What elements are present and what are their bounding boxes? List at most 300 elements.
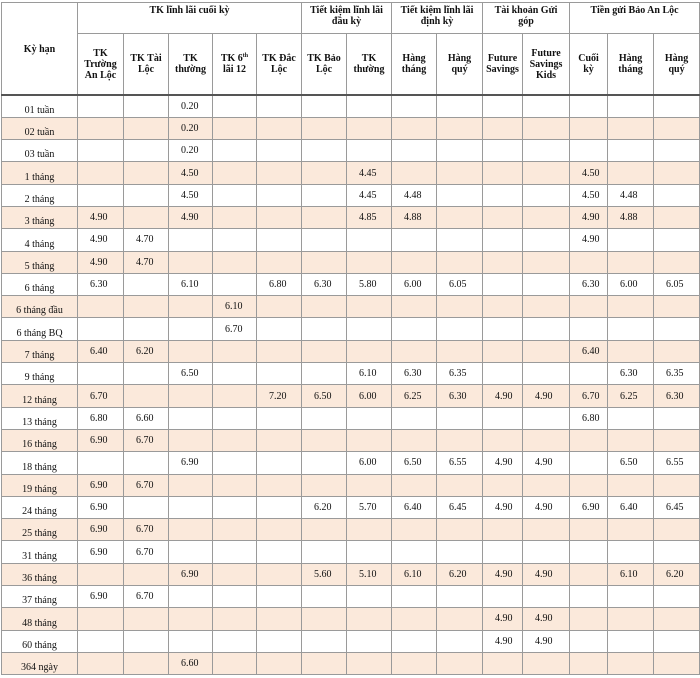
rate-cell bbox=[257, 608, 302, 630]
rate-cell bbox=[392, 296, 437, 318]
rate-cell: 6.70 bbox=[78, 385, 124, 407]
rate-cell: 4.50 bbox=[169, 162, 213, 184]
column-header: TK thường bbox=[169, 34, 213, 96]
rate-cell: 6.25 bbox=[608, 385, 654, 407]
term-cell: 4 tháng bbox=[2, 229, 78, 251]
rate-cell: 6.90 bbox=[78, 586, 124, 608]
rate-cell bbox=[654, 586, 700, 608]
rate-cell bbox=[437, 586, 483, 608]
rate-cell: 4.90 bbox=[78, 229, 124, 251]
rate-cell bbox=[608, 608, 654, 630]
rate-cell bbox=[437, 296, 483, 318]
rate-cell: 6.55 bbox=[654, 452, 700, 474]
rate-cell bbox=[257, 340, 302, 362]
rate-cell bbox=[124, 117, 169, 139]
rate-cell bbox=[302, 206, 347, 228]
rate-cell bbox=[347, 519, 392, 541]
table-row bbox=[2, 563, 700, 585]
rate-cell bbox=[483, 541, 523, 563]
rate-cell: 4.90 bbox=[483, 452, 523, 474]
rate-cell bbox=[347, 474, 392, 496]
rate-cell: 4.85 bbox=[347, 206, 392, 228]
rate-cell bbox=[169, 340, 213, 362]
table-row bbox=[2, 519, 700, 541]
rate-cell bbox=[523, 229, 570, 251]
rate-cell: 6.50 bbox=[392, 452, 437, 474]
rate-cell bbox=[608, 296, 654, 318]
rate-cell: 6.50 bbox=[608, 452, 654, 474]
rate-cell: 4.90 bbox=[523, 608, 570, 630]
rate-cell bbox=[523, 95, 570, 117]
rate-cell bbox=[437, 652, 483, 674]
rate-cell bbox=[257, 363, 302, 385]
rate-cell: 6.60 bbox=[169, 652, 213, 674]
rate-cell bbox=[347, 296, 392, 318]
rate-cell bbox=[78, 95, 124, 117]
rate-cell bbox=[570, 608, 608, 630]
rate-cell bbox=[302, 251, 347, 273]
rate-cell: 7.20 bbox=[257, 385, 302, 407]
rate-cell bbox=[437, 229, 483, 251]
rate-cell bbox=[257, 140, 302, 162]
term-cell: 31 tháng bbox=[2, 541, 78, 563]
rate-cell bbox=[169, 318, 213, 340]
rate-cell bbox=[213, 140, 257, 162]
table-row bbox=[2, 541, 700, 563]
rate-cell bbox=[213, 608, 257, 630]
rate-cell bbox=[608, 95, 654, 117]
column-header: TK Trường An Lộc bbox=[78, 34, 124, 96]
rate-cell: 6.10 bbox=[392, 563, 437, 585]
rate-cell bbox=[124, 452, 169, 474]
rate-cell bbox=[302, 630, 347, 652]
rate-cell: 6.90 bbox=[169, 452, 213, 474]
rate-cell bbox=[608, 541, 654, 563]
term-cell: 6 tháng bbox=[2, 273, 78, 295]
column-header: Hàng quý bbox=[437, 34, 483, 96]
column-header: TK 6th lãi 12 bbox=[213, 34, 257, 96]
rate-cell bbox=[213, 519, 257, 541]
rate-cell bbox=[257, 229, 302, 251]
rate-cell bbox=[257, 296, 302, 318]
rate-cell bbox=[169, 496, 213, 518]
rate-cell bbox=[302, 140, 347, 162]
rate-cell bbox=[302, 541, 347, 563]
rate-cell bbox=[302, 519, 347, 541]
rate-cell bbox=[213, 340, 257, 362]
rate-cell: 6.35 bbox=[654, 363, 700, 385]
rate-cell: 6.20 bbox=[302, 496, 347, 518]
term-cell: 6 tháng đầu bbox=[2, 296, 78, 318]
column-header: Cuối kỳ bbox=[570, 34, 608, 96]
rate-cell bbox=[213, 474, 257, 496]
rate-cell bbox=[302, 184, 347, 206]
rate-cell bbox=[654, 429, 700, 451]
term-cell: 364 ngày bbox=[2, 652, 78, 674]
rate-cell: 6.90 bbox=[570, 496, 608, 518]
rate-cell: 6.90 bbox=[78, 541, 124, 563]
rate-cell bbox=[213, 496, 257, 518]
rate-cell bbox=[570, 474, 608, 496]
rate-cell bbox=[124, 162, 169, 184]
rate-cell bbox=[608, 117, 654, 139]
rate-cell: 4.90 bbox=[483, 608, 523, 630]
rate-cell bbox=[570, 519, 608, 541]
table-row bbox=[2, 318, 700, 340]
rate-cell: 4.48 bbox=[392, 184, 437, 206]
rate-cell bbox=[257, 541, 302, 563]
rate-cell bbox=[570, 586, 608, 608]
rate-cell: 4.90 bbox=[523, 563, 570, 585]
term-cell: 24 tháng bbox=[2, 496, 78, 518]
rate-cell bbox=[570, 429, 608, 451]
rate-cell: 4.88 bbox=[392, 206, 437, 228]
rate-cell bbox=[437, 608, 483, 630]
rate-cell bbox=[124, 608, 169, 630]
rate-cell bbox=[523, 296, 570, 318]
rate-cell: 6.10 bbox=[608, 563, 654, 585]
rate-cell bbox=[78, 318, 124, 340]
column-header: Hàng quý bbox=[654, 34, 700, 96]
rate-cell bbox=[78, 184, 124, 206]
rate-cell bbox=[213, 184, 257, 206]
rate-cell bbox=[78, 563, 124, 585]
rate-cell bbox=[78, 117, 124, 139]
rate-cell bbox=[608, 474, 654, 496]
rate-cell: 6.45 bbox=[437, 496, 483, 518]
group-header: Tiết kiệm lĩnh lãi định kỳ bbox=[392, 3, 483, 34]
rate-cell bbox=[654, 184, 700, 206]
term-cell: 01 tuần bbox=[2, 95, 78, 117]
rate-cell: 4.90 bbox=[523, 496, 570, 518]
rate-cell bbox=[302, 363, 347, 385]
term-cell: 03 tuần bbox=[2, 140, 78, 162]
rate-cell bbox=[347, 117, 392, 139]
rate-cell bbox=[523, 519, 570, 541]
rate-cell: 6.55 bbox=[437, 452, 483, 474]
rate-cell bbox=[213, 273, 257, 295]
rate-cell bbox=[213, 586, 257, 608]
rate-cell: 4.90 bbox=[523, 630, 570, 652]
rate-cell bbox=[654, 296, 700, 318]
group-header: Tiền gửi Bảo An Lộc bbox=[570, 3, 700, 34]
rate-cell bbox=[78, 452, 124, 474]
rate-cell bbox=[302, 296, 347, 318]
table-row bbox=[2, 429, 700, 451]
rate-cell bbox=[523, 652, 570, 674]
rate-cell: 6.00 bbox=[347, 452, 392, 474]
rate-cell bbox=[654, 340, 700, 362]
rate-cell: 5.80 bbox=[347, 273, 392, 295]
rate-cell bbox=[124, 206, 169, 228]
rate-cell: 6.80 bbox=[78, 407, 124, 429]
rate-cell bbox=[437, 541, 483, 563]
rate-cell bbox=[257, 630, 302, 652]
rate-cell bbox=[483, 318, 523, 340]
rate-cell: 6.10 bbox=[213, 296, 257, 318]
rate-cell bbox=[654, 630, 700, 652]
rate-cell bbox=[169, 474, 213, 496]
rate-cell bbox=[257, 519, 302, 541]
rate-cell: 4.90 bbox=[169, 206, 213, 228]
rate-cell bbox=[169, 429, 213, 451]
term-header: Kỳ hạn bbox=[2, 3, 78, 96]
rate-cell bbox=[213, 452, 257, 474]
rate-cell: 5.10 bbox=[347, 563, 392, 585]
rate-cell bbox=[483, 429, 523, 451]
rate-cell: 4.90 bbox=[78, 206, 124, 228]
table-row bbox=[2, 117, 700, 139]
rate-cell bbox=[654, 117, 700, 139]
rate-cell bbox=[654, 318, 700, 340]
rate-cell: 0.20 bbox=[169, 117, 213, 139]
rate-cell bbox=[169, 385, 213, 407]
table-row bbox=[2, 630, 700, 652]
rate-cell: 4.90 bbox=[483, 563, 523, 585]
rate-cell bbox=[124, 296, 169, 318]
rate-cell bbox=[654, 407, 700, 429]
rate-cell bbox=[523, 318, 570, 340]
rate-cell bbox=[392, 251, 437, 273]
rate-cell bbox=[608, 340, 654, 362]
rate-cell: 6.40 bbox=[392, 496, 437, 518]
rate-cell bbox=[523, 363, 570, 385]
table-row bbox=[2, 452, 700, 474]
rate-cell bbox=[654, 652, 700, 674]
rate-cell bbox=[213, 229, 257, 251]
rate-cell: 6.70 bbox=[124, 429, 169, 451]
rate-cell bbox=[483, 340, 523, 362]
rate-cell bbox=[483, 162, 523, 184]
table-row bbox=[2, 184, 700, 206]
rate-cell bbox=[213, 429, 257, 451]
table-row bbox=[2, 273, 700, 295]
rate-cell bbox=[523, 273, 570, 295]
rate-cell: 4.90 bbox=[483, 630, 523, 652]
rate-cell bbox=[392, 652, 437, 674]
rate-cell bbox=[523, 140, 570, 162]
rate-cell bbox=[392, 162, 437, 184]
rate-cell: 4.90 bbox=[78, 251, 124, 273]
rate-cell bbox=[608, 229, 654, 251]
term-cell: 13 tháng bbox=[2, 407, 78, 429]
rate-cell bbox=[169, 608, 213, 630]
rate-cell bbox=[302, 318, 347, 340]
column-header: TK thường bbox=[347, 34, 392, 96]
rate-cell bbox=[437, 140, 483, 162]
rate-cell bbox=[169, 229, 213, 251]
rate-cell bbox=[302, 608, 347, 630]
term-cell: 7 tháng bbox=[2, 340, 78, 362]
rate-cell bbox=[124, 652, 169, 674]
rate-cell bbox=[169, 407, 213, 429]
rate-cell bbox=[302, 340, 347, 362]
rate-cell: 4.90 bbox=[523, 385, 570, 407]
rate-cell bbox=[437, 630, 483, 652]
rate-cell: 6.50 bbox=[302, 385, 347, 407]
rate-cell bbox=[608, 652, 654, 674]
rate-cell bbox=[213, 162, 257, 184]
rate-cell: 6.30 bbox=[608, 363, 654, 385]
rate-cell bbox=[654, 541, 700, 563]
rate-cell bbox=[523, 407, 570, 429]
term-cell: 1 tháng bbox=[2, 162, 78, 184]
rate-cell bbox=[257, 206, 302, 228]
rate-cell: 6.40 bbox=[608, 496, 654, 518]
rate-cell: 6.70 bbox=[124, 474, 169, 496]
rate-cell bbox=[213, 251, 257, 273]
rate-cell bbox=[392, 140, 437, 162]
rate-cell bbox=[213, 652, 257, 674]
term-cell: 9 tháng bbox=[2, 363, 78, 385]
rate-cell bbox=[523, 206, 570, 228]
rate-cell bbox=[257, 429, 302, 451]
table-row bbox=[2, 206, 700, 228]
table-row bbox=[2, 229, 700, 251]
rate-cell bbox=[437, 429, 483, 451]
rate-cell bbox=[169, 251, 213, 273]
rate-cell bbox=[213, 117, 257, 139]
rate-cell bbox=[347, 586, 392, 608]
interest-rate-table bbox=[1, 2, 700, 675]
rate-cell bbox=[483, 296, 523, 318]
rate-cell: 6.05 bbox=[654, 273, 700, 295]
rate-cell bbox=[483, 586, 523, 608]
rate-cell: 4.50 bbox=[570, 162, 608, 184]
rate-cell bbox=[392, 541, 437, 563]
rate-cell bbox=[483, 652, 523, 674]
rate-cell bbox=[523, 117, 570, 139]
rate-cell bbox=[124, 563, 169, 585]
table-row bbox=[2, 251, 700, 273]
rate-cell bbox=[124, 363, 169, 385]
rate-cell bbox=[257, 251, 302, 273]
rate-cell bbox=[570, 95, 608, 117]
rate-cell bbox=[392, 608, 437, 630]
rate-cell bbox=[483, 407, 523, 429]
rate-cell: 0.20 bbox=[169, 95, 213, 117]
rate-cell: 6.35 bbox=[437, 363, 483, 385]
rate-cell: 4.45 bbox=[347, 184, 392, 206]
rate-cell bbox=[213, 563, 257, 585]
rate-cell: 6.00 bbox=[608, 273, 654, 295]
rate-cell bbox=[257, 318, 302, 340]
rate-cell: 6.60 bbox=[124, 407, 169, 429]
rate-cell bbox=[347, 630, 392, 652]
rate-cell: 6.90 bbox=[78, 474, 124, 496]
rate-cell bbox=[483, 273, 523, 295]
rate-cell bbox=[654, 229, 700, 251]
rate-cell: 5.60 bbox=[302, 563, 347, 585]
rate-cell bbox=[78, 652, 124, 674]
rate-cell bbox=[347, 140, 392, 162]
rate-cell bbox=[347, 608, 392, 630]
table-row bbox=[2, 95, 700, 117]
rate-cell: 6.70 bbox=[570, 385, 608, 407]
rate-cell bbox=[437, 184, 483, 206]
rate-cell bbox=[608, 407, 654, 429]
term-cell: 6 tháng BQ bbox=[2, 318, 78, 340]
rate-cell bbox=[608, 630, 654, 652]
rate-cell bbox=[213, 630, 257, 652]
group-header: TK lĩnh lãi cuối kỳ bbox=[78, 3, 302, 34]
rate-cell: 4.90 bbox=[570, 229, 608, 251]
rate-cell: 6.30 bbox=[437, 385, 483, 407]
rate-cell bbox=[483, 519, 523, 541]
rate-cell: 6.70 bbox=[124, 541, 169, 563]
rate-cell bbox=[302, 652, 347, 674]
rate-cell: 6.40 bbox=[570, 340, 608, 362]
rate-cell bbox=[483, 117, 523, 139]
group-header: Tiết kiệm lĩnh lãi đầu kỳ bbox=[302, 3, 392, 34]
rate-cell bbox=[523, 184, 570, 206]
rate-cell bbox=[302, 162, 347, 184]
rate-cell: 6.90 bbox=[169, 563, 213, 585]
rate-cell bbox=[654, 519, 700, 541]
rate-cell bbox=[392, 117, 437, 139]
rate-cell: 4.88 bbox=[608, 206, 654, 228]
rate-cell: 6.80 bbox=[257, 273, 302, 295]
rate-cell: 6.70 bbox=[124, 586, 169, 608]
rate-cell bbox=[78, 630, 124, 652]
term-cell: 36 tháng bbox=[2, 563, 78, 585]
rate-cell: 6.25 bbox=[392, 385, 437, 407]
rate-cell: 4.50 bbox=[169, 184, 213, 206]
rate-cell bbox=[124, 630, 169, 652]
column-header: TK Đắc Lộc bbox=[257, 34, 302, 96]
rate-cell bbox=[483, 474, 523, 496]
rate-cell bbox=[257, 586, 302, 608]
rate-cell: 4.90 bbox=[570, 206, 608, 228]
rate-cell bbox=[302, 452, 347, 474]
term-cell: 60 tháng bbox=[2, 630, 78, 652]
rate-cell bbox=[570, 630, 608, 652]
rate-cell bbox=[608, 318, 654, 340]
table-row bbox=[2, 496, 700, 518]
rate-cell: 6.30 bbox=[570, 273, 608, 295]
rate-cell bbox=[257, 496, 302, 518]
rate-cell: 6.30 bbox=[78, 273, 124, 295]
table-row bbox=[2, 296, 700, 318]
rate-cell bbox=[392, 340, 437, 362]
rate-cell bbox=[654, 608, 700, 630]
rate-cell bbox=[483, 95, 523, 117]
rate-cell bbox=[169, 519, 213, 541]
column-header: Future Savings Kids bbox=[523, 34, 570, 96]
rate-cell bbox=[257, 162, 302, 184]
group-header: Tài khoản Gửi góp bbox=[483, 3, 570, 34]
rate-cell bbox=[523, 251, 570, 273]
table-row bbox=[2, 140, 700, 162]
rate-cell: 4.90 bbox=[483, 385, 523, 407]
rate-cell bbox=[78, 162, 124, 184]
rate-cell: 6.20 bbox=[124, 340, 169, 362]
rate-cell bbox=[302, 95, 347, 117]
rate-cell bbox=[392, 229, 437, 251]
rate-cell bbox=[392, 407, 437, 429]
rate-cell: 4.48 bbox=[608, 184, 654, 206]
rate-cell bbox=[257, 563, 302, 585]
rate-cell bbox=[302, 407, 347, 429]
rate-cell bbox=[213, 541, 257, 563]
rate-cell bbox=[124, 385, 169, 407]
rate-cell bbox=[392, 519, 437, 541]
rate-cell bbox=[257, 474, 302, 496]
rate-cell: 6.20 bbox=[654, 563, 700, 585]
term-cell: 2 tháng bbox=[2, 184, 78, 206]
rate-cell bbox=[570, 140, 608, 162]
rate-cell bbox=[347, 251, 392, 273]
